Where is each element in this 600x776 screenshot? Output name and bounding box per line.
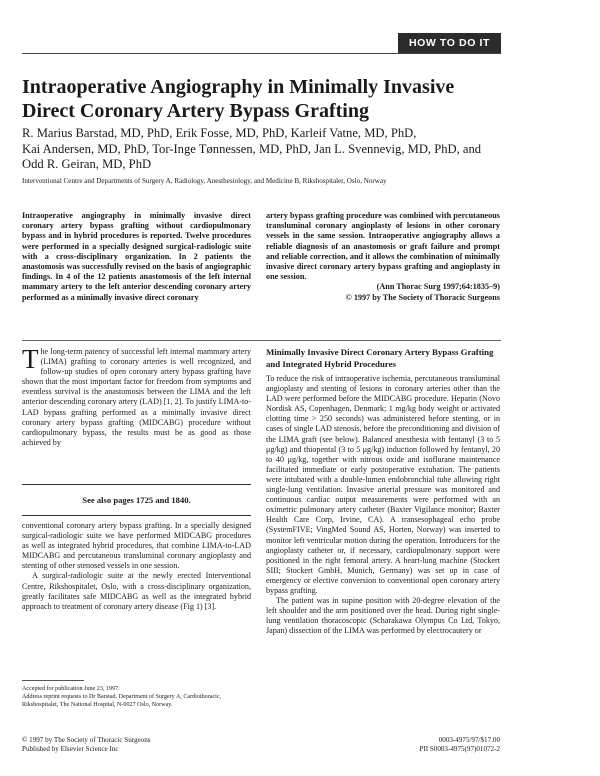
footer-publisher-name: Published by Elsevier Science Inc (22, 745, 119, 753)
abstract-right (266, 211, 500, 303)
body-paragraph: The patient was in supine position with 20-degree elevation of the left shoulder and the arm positioned over the head. During right single-lung ventilation thoracoscopic (Scharakawa Olympus Co Ltd, Tokyo, Japan) dissection of the LIMA was performed by electrocautery or (266, 596, 500, 636)
affiliation: Interventional Centre and Departments of Surgery A, Radiology, Anesthesiology, and Medicine B, Rikshospitalet, Oslo, Norway (22, 177, 387, 185)
abstract-copyright: © 1997 by The Society of Thoracic Surgeons (345, 292, 500, 302)
footnote-address: Address reprint requests to Dr Barstad, Department of Surgery A, Cardiothoracic, Rikshospitalet, The National Hospital, N-0027 Oslo, Norway. (22, 694, 222, 708)
abstract-citation: (Ann Thorac Surg 1997;64:1835–9) (376, 282, 500, 292)
footer-ids (300, 736, 500, 754)
footer-publisher (22, 736, 282, 754)
drop-cap: T (22, 344, 39, 374)
body-paragraph: A surgical-radiologic suite at the newly erected Interventional Centre, Rikshospitalet, Oslo, with a cross-disciplinary organization, greatly facilitates safe MIDCABG as well as the integrated hybrid approach to treatment of coronary artery disease (Fig 1) [3]. (22, 571, 251, 611)
see-also-box: See also pages 1725 and 1840. (22, 484, 251, 516)
body-paragraph: conventional coronary artery bypass grafting. In a specially designed surgical-radiologic suite we have performed MIDCABG procedures as well as integrated hybrid procedures, that combine LIMA-to-LAD MIDCABG and percutaneous transluminal coronary angioplasty and stenting of other stenosed vessels in one session. (22, 521, 251, 571)
article-title: Intraoperative Angiography in Minimally Invasive Direct Coronary Artery Bypass Grafting (22, 76, 455, 122)
section-heading: Minimally Invasive Direct Coronary Artery Bypass Grafting and Integrated Hybrid Procedures (266, 347, 494, 369)
footer-pii: PII S0003-4975(97)01072-2 (419, 745, 500, 753)
right-column-body (266, 374, 500, 636)
section-tag: HOW TO DO IT (398, 33, 501, 53)
body-paragraph: To reduce the risk of intraoperative ischemia, percutaneous transluminal angioplasty and stenting of lesions in coronary arteries other than the LAD were performed before the MIDCABG procedure. Heparin (Novo Nordisk AS, Copenhagen, Denmark; 1 mg/kg body weight or activated clotting time > 250 seconds) was administered before stenting, or in cases of single LAD stenosis, before the preconditioning and division of the LIMA graft (see below). Balanced anesthesia with fentanyl (3 to 5 μg/kg) and thiopental (3 to 5 μg/kg) induction followed by fentanyl, 20 to 40 μg/kg, together with nitrous oxide and isoflurane maintenance facilitated immediate or early postoperative extubation. The patients were intubated with a double-lumen endobronchial tube allowing right single-lung ventilation. Invasive arterial pressure was monitored and continuous cardiac output measurements were performed with an oximetric pulmonary artery catheter (Baxter Vigilance monitor; Baxter Health Care Corp, Irvine, CA). A transesophageal echo probe (SystemFIVE; VingMed Sound AS, Horten, Norway) was inserted to monitor left ventricular motion during the operation. Introducers for the angioplasty catheter or, if necessary, cardiopulmonary support were positioned in the right femoral artery. A heart-lung machine (Stockert SIII; Stockert GmbH, Munich, Germany) was set up in case of emergency or elective conversion to conventional open coronary artery bypass grafting. (266, 374, 500, 595)
abstract-divider (22, 340, 501, 341)
author-line: Odd R. Geiran, MD, PhD (22, 157, 152, 171)
footnote-accepted: Accepted for publication June 23, 1997. (22, 686, 120, 692)
intro-text: he long-term patency of successful left internal mammary artery (LIMA) grafting to coronary arteries is well recognized, and follow-up studies of open coronary artery bypass grafting have shown that the most important factor for freedom from symptoms and eventless survival is the anastomosis between the LIMA and the left anterior descending coronary artery (LAD) [1, 2]. To justify LIMA-to-LAD bypass grafting performed as a minimally invasive direct coronary artery bypass grafting (MIDCABG) procedure without cardiopulmonary bypass, the results must be as good as those achieved by (22, 347, 251, 447)
author-line: R. Marius Barstad, MD, PhD, Erik Fosse, MD, PhD, Karleif Vatne, MD, PhD, (22, 126, 417, 140)
footer-copyright: © 1997 by The Society of Thoracic Surgeons (22, 736, 151, 744)
abstract-right-text: artery bypass grafting procedure was combined with percutaneous transluminal coronary angioplasty of lesions in other coronary vessels in the same session. Intraoperative angiography allows a reliable diagnosis of an anastomosis or graft failure and prompt and reliable correction, and it allows the combination of minimally invasive direct coronary artery bypass grafting and angioplasty in one session. (266, 211, 500, 282)
footer-issn: 0003-4975/97/$17.00 (438, 736, 500, 744)
author-list (22, 126, 522, 173)
left-column-body (22, 521, 251, 612)
abstract-left: Intraoperative angiography in minimally invasive direct coronary artery bypass grafting without cardiopulmonary bypass and in hybrid procedures is reported. Twelve procedures were performed in a specially designed surgical-radiologic suite with a cross-disciplinary organization. In 2 patients the anastomosis was successfully revised on the basis of angiographic findings. In 4 of the 12 patients anastomosis of the left internal mammary artery to the left anterior descending coronary artery performed as a minimally invasive direct coronary (22, 211, 251, 302)
intro-paragraph (22, 344, 251, 448)
author-line: Kai Andersen, MD, PhD, Tor-Inge Tønnessen, MD, PhD, Jan L. Svennevig, MD, PhD, and (22, 141, 482, 156)
header-rule (22, 53, 501, 54)
footnote-rule (22, 680, 84, 681)
